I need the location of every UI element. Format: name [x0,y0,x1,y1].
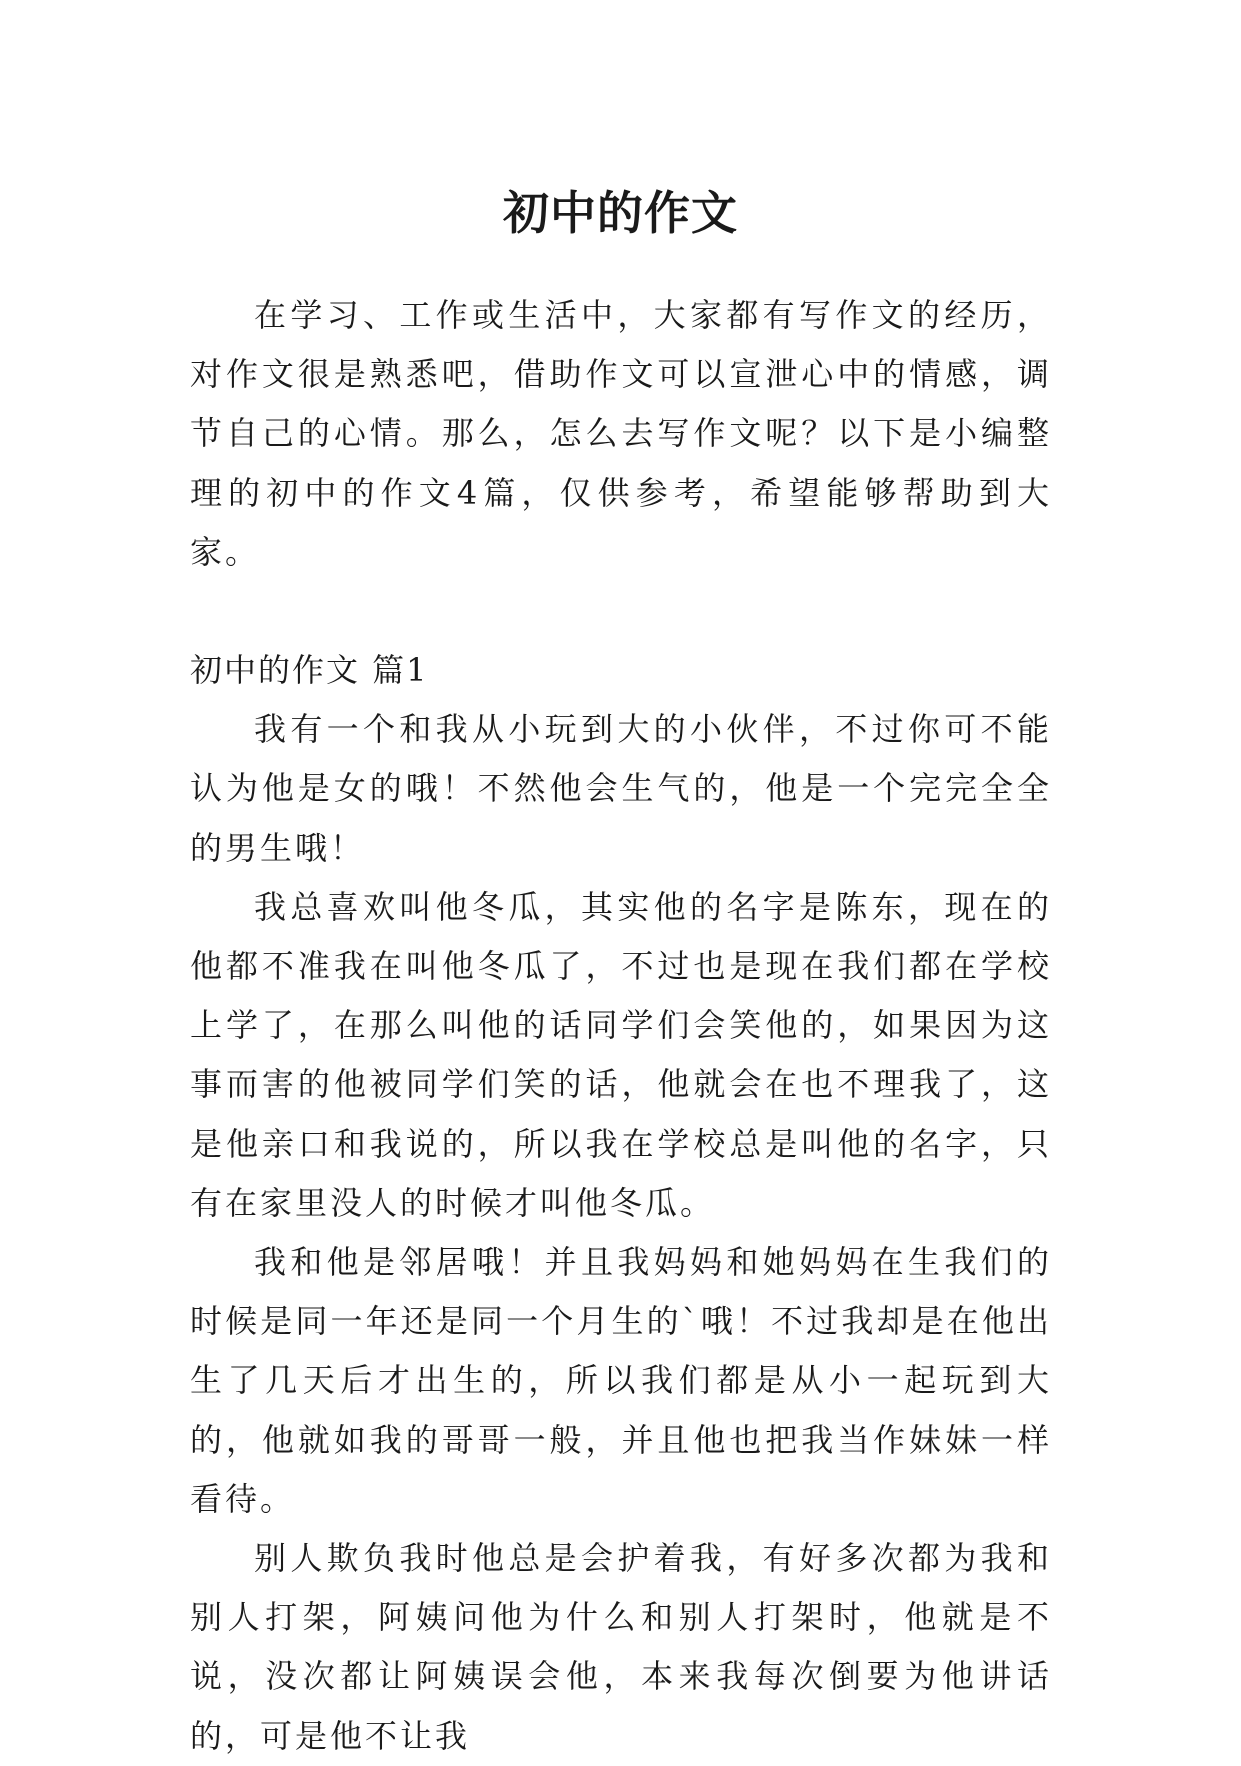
body-paragraph: 我和他是邻居哦！并且我妈妈和她妈妈在生我们的时候是同一年还是同一个月生的`哦！不过我却是在他出生了几天后才出生的，所以我们都是从小一起玩到大的，他就如我的哥哥一般，并且他也把我当作妹妹一样看待。 [190,1243,1052,1518]
body-paragraph: 我总喜欢叫他冬瓜，其实他的名字是陈东，现在的他都不准我在叫他冬瓜了，不过也是现在我们都在学校上学了，在那么叫他的话同学们会笑他的，如果因为这事而害的他被同学们笑的话，他就会在也不理我了，这是他亲口和我说的，所以我在学校总是叫他的名字，只有在家里没人的时候才叫他冬瓜。 [190,887,1052,1222]
document-title: 初中的作文 [503,185,738,240]
section-heading: 初中的作文 篇1 [190,651,429,690]
document-body [190,286,1052,1766]
body-paragraph: 别人欺负我时他总是会护着我，有好多次都为我和别人打架，阿姨问他为什么和别人打架时，他就是不说，没次都让阿姨误会他，本来我每次倒要为他讲话的，可是他不让我 [190,1539,1052,1755]
intro-paragraph: 在学习、工作或生活中，大家都有写作文的经历，对作文很是熟悉吧，借助作文可以宣泄心中的情感，调节自己的心情。那么，怎么去写作文呢？以下是小编整理的初中的作文4篇，仅供参考，希望能够帮助到大家。 [190,296,1052,571]
body-paragraph: 我有一个和我从小玩到大的小伙伴，不过你可不能认为他是女的哦！不然他会生气的，他是一个完完全全的男生哦！ [190,710,1052,867]
